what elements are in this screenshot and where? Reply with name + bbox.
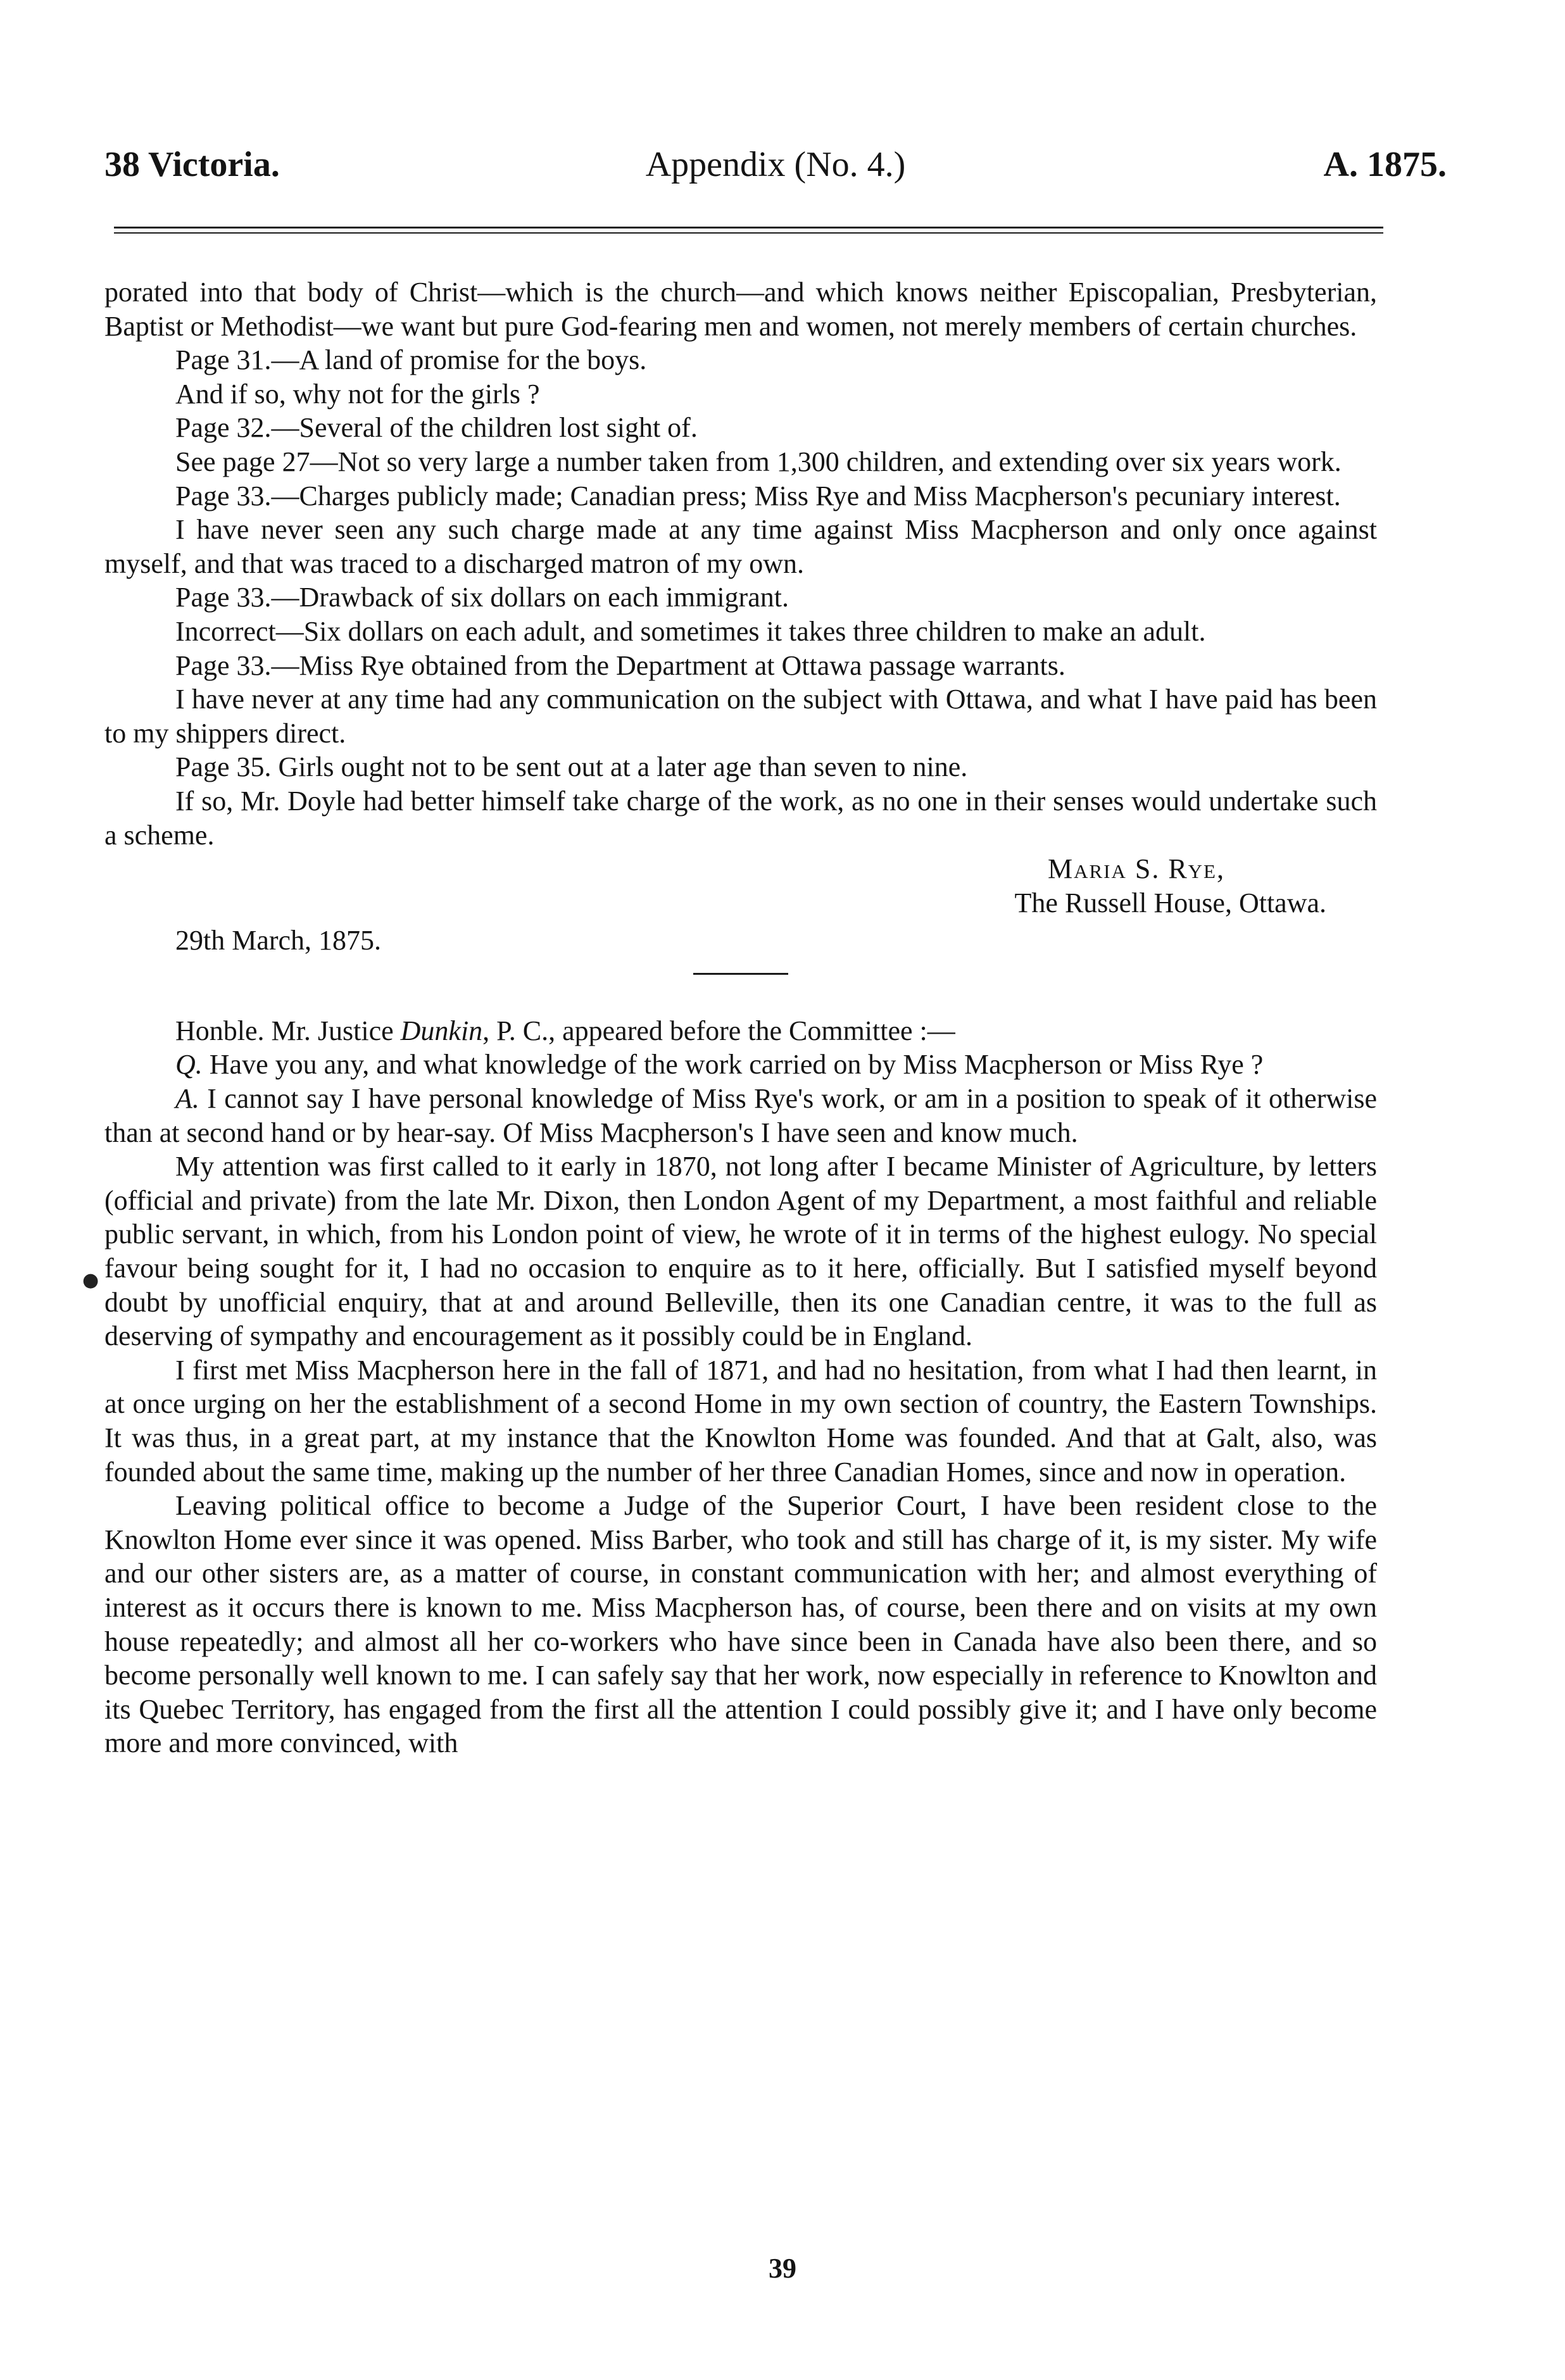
answer-paragraph — [104, 1082, 1377, 1149]
testimony-intro: Honble. Mr. Justice Dunkin, P. C., appeared before the Committee :— — [175, 1015, 955, 1046]
paragraph: I have never seen any such charge made at any time against Miss Macpherson and only once against myself, and that was traced to a discharged matron of my own. — [104, 514, 1377, 579]
answer-label: A. — [175, 1083, 199, 1115]
paragraph: Page 33.—Miss Rye obtained from the Department at Ottawa passage warrants. — [175, 649, 1065, 681]
page-number: 39 — [769, 2253, 796, 2284]
running-header — [104, 144, 1447, 195]
signature-address: The Russell House, Ottawa. — [1014, 887, 1326, 918]
header-volume: 38 Victoria. — [104, 145, 280, 184]
paragraph: I have never at any time had any communication on the subject with Ottawa, and what I have paid has been to my shippers direct. — [104, 684, 1377, 749]
paragraph: Page 33.—Charges publicly made; Canadian press; Miss Rye and Miss Macpherson's pecuniary interest. — [175, 480, 1341, 511]
witness-name: Dunkin — [400, 1015, 483, 1046]
paragraph: Leaving political office to become a Judge of the Superior Court, I have been resident close to the Knowlton Home ever since it was opened. Miss Barber, who took and still has charge of it, is my sister. My wife and our other sisters are, as a matter of course, in constant communication with her; and almost everything of interest as it occurs there is known to me. Miss Macpherson has, of course, been there and on visits at my own house repeatedly; and almost all her co-workers who have since been in Canada have also been there, and so become personally well known to me. I can safely say that her work, now especially in reference to Knowlton and its Quebec Territory, has engaged from the first all the attention I could possibly give it; and I have only become more and more convinced, with — [104, 1490, 1377, 1759]
paragraph: Page 33.—Drawback of six dollars on each immigrant. — [175, 582, 789, 613]
question-label: Q. — [175, 1049, 203, 1080]
body-text — [104, 275, 1377, 1760]
letter-date: 29th March, 1875. — [175, 925, 382, 956]
paragraph: Page 31.—A land of promise for the boys. — [175, 344, 647, 376]
paragraph: If so, Mr. Doyle had better himself take charge of the work, as no one in their senses would undertake such a scheme. — [104, 785, 1377, 851]
paragraph: I first met Miss Macpherson here in the fall of 1871, and had no hesitation, from what I had then learnt, in at once urging on her the establishment of a second Home in my own section of country, the Eastern Townships. It was thus, in a great part, at my instance that the Knowlton Home was founded. And that at Galt, also, was founded about the same time, making up the number of her three Canadian Homes, since and now in operation. — [104, 1354, 1377, 1488]
paragraph: My attention was first called to it early in 1870, not long after I became Minister of Agriculture, by letters (official and private) from the late Mr. Dixon, then London Agent of my Department, a most faithful and reliable public servant, in which, from his London point of view, he wrote of it in terms of the highest eulogy. No special favour being sought for it, I had no occasion to enquire as to it here, officially. But I satisfied myself beyond doubt by unofficial enquiry, that at and around Belleville, then its one Canadian centre, it was to the full as deserving of sympathy and encouragement as it possibly could be in England. — [104, 1151, 1377, 1352]
paragraph: porated into that body of Christ—which is the church—and which knows neither Episcopalian, Presbyterian, Baptist or Methodist—we want but pure God-fearing men and women, not merely members of certain churches. — [104, 277, 1377, 342]
question-paragraph — [104, 1048, 1377, 1082]
signature-name: Maria S. Rye, — [1047, 853, 1225, 885]
section-divider — [693, 973, 788, 975]
paragraph: Page 35. Girls ought not to be sent out at a later age than seven to nine. — [175, 751, 968, 783]
answer-text: I cannot say I have personal knowledge of Miss Rye's work, or am in a position to speak of it otherwise than at second hand or by hear-say. Of Miss Macpherson's I have seen and know much. — [104, 1083, 1377, 1148]
header-double-rule — [114, 227, 1383, 234]
paragraph: And if so, why not for the girls ? — [175, 378, 540, 410]
signature-block — [104, 852, 1377, 886]
paragraph: Incorrect—Six dollars on each adult, and sometimes it takes three children to make an adult. — [175, 615, 1206, 647]
header-appendix: Appendix (No. 4.) — [645, 145, 906, 184]
header-year: A. 1875. — [1323, 145, 1447, 184]
question-text: Have you any, and what knowledge of the work carried on by Miss Macpherson or Miss Rye ? — [202, 1049, 1264, 1080]
margin-bullet-icon: ● — [82, 1269, 99, 1291]
paragraph: See page 27—Not so very large a number taken from 1,300 children, and extending over six years work. — [175, 446, 1342, 477]
paragraph: Page 32.—Several of the children lost sight of. — [175, 412, 698, 444]
